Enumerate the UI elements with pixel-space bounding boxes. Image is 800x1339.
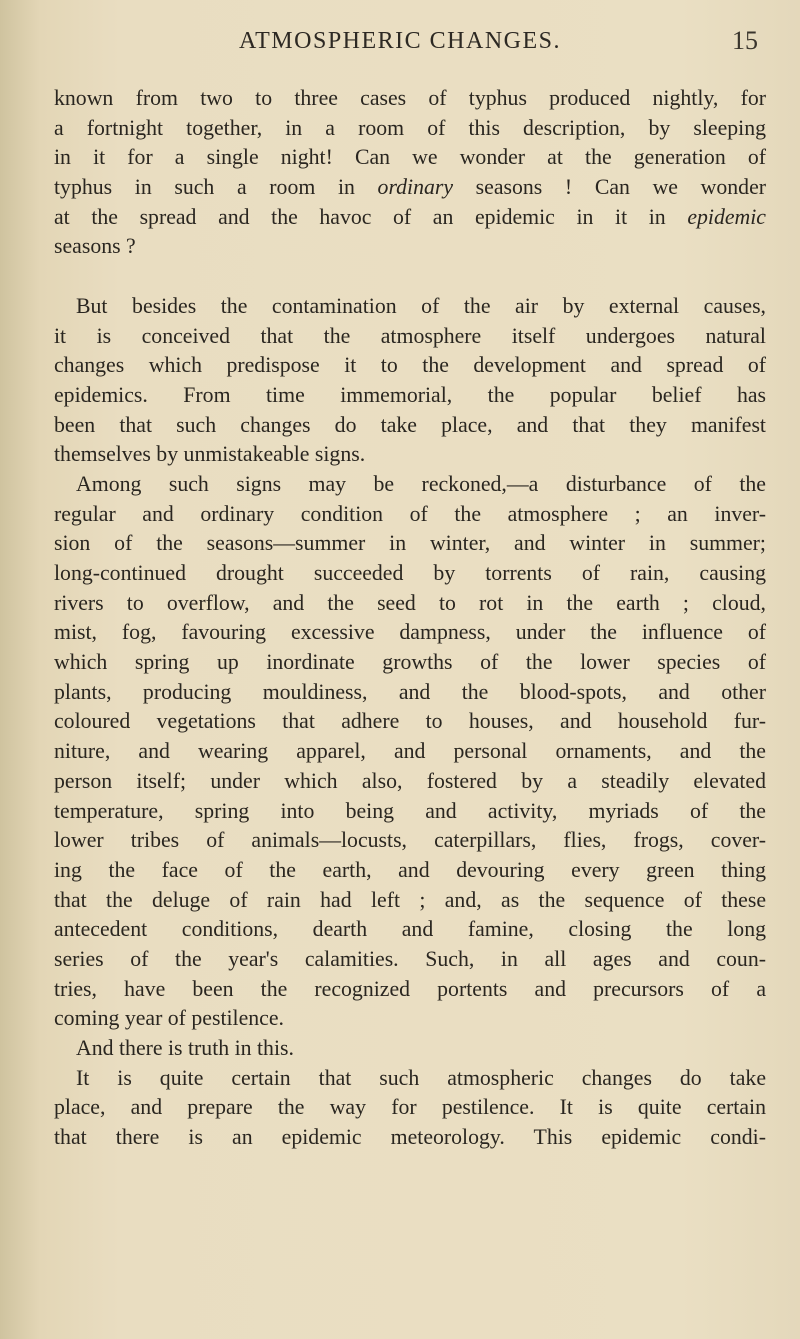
text-line: But besides the contamination of the air by external causes, xyxy=(76,293,766,318)
text-line: long-continued drought succeeded by torrents of rain, causing xyxy=(54,561,766,585)
text-line: lower tribes of animals—locusts, caterpillars, flies, frogs, cover- xyxy=(54,828,766,853)
text-line: antecedent conditions, dearth and famine, closing the long xyxy=(54,917,766,942)
text-line: at the spread and the havoc of an epidemic in it in epidemic xyxy=(54,204,766,229)
text-line: tries, have been the recognized portents and precursors of a xyxy=(54,976,766,1001)
text-line: mist, fog, favouring excessive dampness, under the influence of xyxy=(54,620,766,645)
text-line: niture, and wearing apparel, and personal ornaments, and the xyxy=(54,739,766,764)
emphasis: epidemic xyxy=(687,204,766,229)
text-line: been that such changes do take place, and that they manifest xyxy=(54,412,766,437)
text-line: person itself; under which also, fostered by a steadily elevated xyxy=(54,768,766,793)
text-line: regular and ordinary condition of the atmosphere ; an inver- xyxy=(54,501,766,526)
text-line: series of the year's calamities. Such, in all ages and coun- xyxy=(54,946,766,971)
text-line: rivers to overflow, and the seed to rot in the earth ; cloud, xyxy=(54,590,766,615)
text-line: changes which predispose it to the development and spread of xyxy=(54,353,766,378)
text-line: sion of the seasons—summer in winter, and winter in summer; xyxy=(54,531,766,556)
text-line: that there is an epidemic meteorology. This epidemic condi- xyxy=(54,1125,766,1150)
text-line: which spring up inordinate growths of the lower species of xyxy=(54,650,766,675)
text-line: it is conceived that the atmosphere itself undergoes natural xyxy=(54,323,766,348)
text-line: coloured vegetations that adhere to houses, and household fur- xyxy=(54,709,766,734)
text-line: themselves by unmistakeable signs. xyxy=(54,442,366,467)
text-line: place, and prepare the way for pestilence. It is quite certain xyxy=(54,1095,766,1120)
text-line: temperature, spring into being and activity, myriads of the xyxy=(54,798,766,823)
text-line: known from two to three cases of typhus produced nightly, for xyxy=(54,86,766,110)
text-line: typhus in such a room in ordinary seasons ! Can we wonder xyxy=(54,175,766,200)
text-line: ing the face of the earth, and devouring every green thing xyxy=(54,857,766,882)
paragraph xyxy=(54,84,766,262)
emphasis: ordinary xyxy=(377,175,454,200)
text-line: in it for a single night! Can we wonder at the generation of xyxy=(54,145,766,170)
text-line: coming year of pestilence. xyxy=(54,1006,284,1031)
text-line: seasons ? xyxy=(54,234,136,259)
paragraph xyxy=(54,470,766,1034)
text-line: And there is truth in this. xyxy=(76,1036,294,1060)
text-line: plants, producing mouldiness, and the blood-spots, and other xyxy=(54,679,766,704)
text-line: a fortnight together, in a room of this description, by sleeping xyxy=(54,115,766,140)
running-title: ATMOSPHERIC CHANGES. xyxy=(238,28,562,54)
text-line: It is quite certain that such atmospheric changes do take xyxy=(76,1065,766,1090)
page-number: 15 xyxy=(732,26,758,55)
text-line: Among such signs may be reckoned,—a disturbance of the xyxy=(76,471,766,496)
text-line: epidemics. From time immemorial, the popular belief has xyxy=(54,382,766,407)
paragraph-gap xyxy=(54,262,766,292)
text-line: that the deluge of rain had left ; and, as the sequence of these xyxy=(54,887,766,912)
paragraph xyxy=(54,292,766,470)
body-text xyxy=(54,84,766,1153)
paragraph xyxy=(54,1034,766,1064)
paragraph xyxy=(54,1064,766,1153)
running-head xyxy=(0,20,800,60)
